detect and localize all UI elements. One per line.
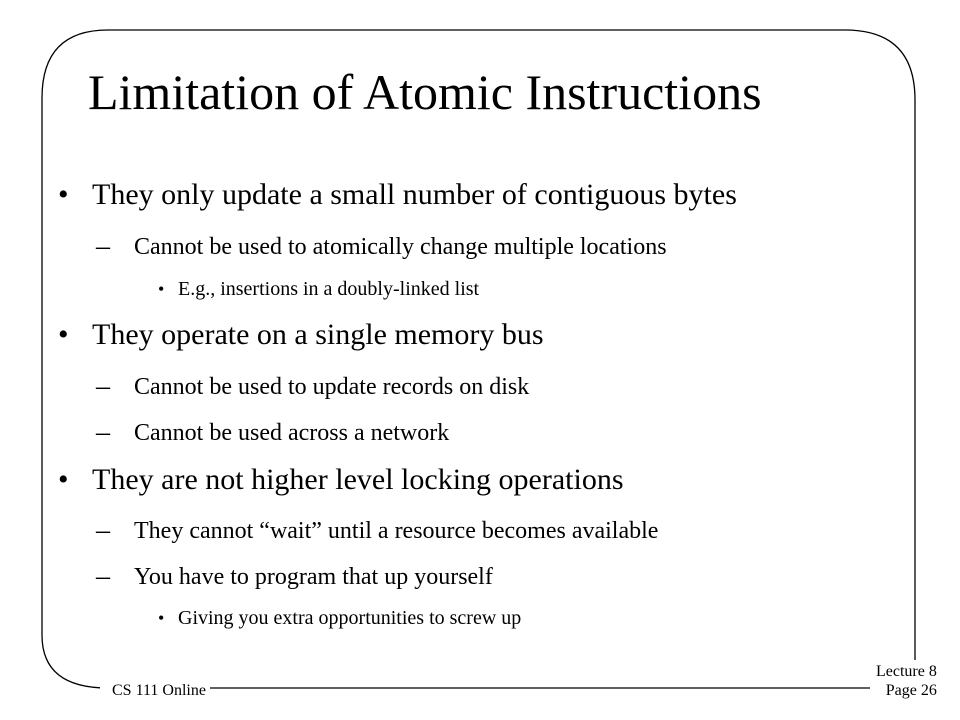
bullet-marker: • bbox=[58, 463, 69, 496]
bullet-text: Cannot be used across a network bbox=[134, 420, 450, 446]
footer-page: Page 26 bbox=[885, 682, 937, 699]
bullet-level-1 bbox=[58, 317, 544, 353]
bullet-marker: – bbox=[96, 417, 110, 448]
bullet-level-1 bbox=[58, 177, 737, 213]
bullet-text: E.g., insertions in a doubly-linked list bbox=[178, 278, 480, 300]
slide-title: Limitation of Atomic Instructions bbox=[88, 64, 762, 120]
bullet-text: They only update a small number of contiguous bytes bbox=[92, 178, 737, 211]
bullet-level-2 bbox=[96, 561, 493, 592]
bullet-level-3 bbox=[158, 606, 522, 630]
bullet-text: Cannot be used to update records on disk bbox=[134, 374, 530, 400]
bullet-level-2 bbox=[96, 417, 450, 448]
footer-lecture-page bbox=[872, 662, 939, 700]
bullet-marker: – bbox=[96, 231, 110, 262]
bullet-marker: • bbox=[58, 178, 69, 211]
bullet-marker: • bbox=[58, 318, 69, 351]
bullet-level-2 bbox=[96, 371, 530, 402]
bullet-level-3 bbox=[158, 277, 480, 301]
bullet-text: They are not higher level locking operations bbox=[92, 463, 624, 496]
bullet-marker: • bbox=[158, 608, 165, 628]
bullet-marker: – bbox=[96, 371, 110, 402]
bullet-marker: – bbox=[96, 515, 110, 546]
bullet-level-2 bbox=[96, 231, 667, 262]
bullet-level-1 bbox=[58, 462, 624, 498]
footer-lecture: Lecture 8 bbox=[876, 663, 937, 680]
bullet-marker: • bbox=[158, 279, 165, 299]
bullet-text: You have to program that up yourself bbox=[134, 564, 493, 590]
bullet-level-2 bbox=[96, 515, 659, 546]
bullet-text: They cannot “wait” until a resource becomes available bbox=[134, 518, 659, 544]
footer-course: CS 111 Online bbox=[100, 681, 210, 701]
bullet-marker: – bbox=[96, 561, 110, 592]
bullet-text: They operate on a single memory bus bbox=[92, 318, 544, 351]
bullet-text: Cannot be used to atomically change multiple locations bbox=[134, 234, 667, 260]
bullet-text: Giving you extra opportunities to screw up bbox=[178, 607, 522, 629]
